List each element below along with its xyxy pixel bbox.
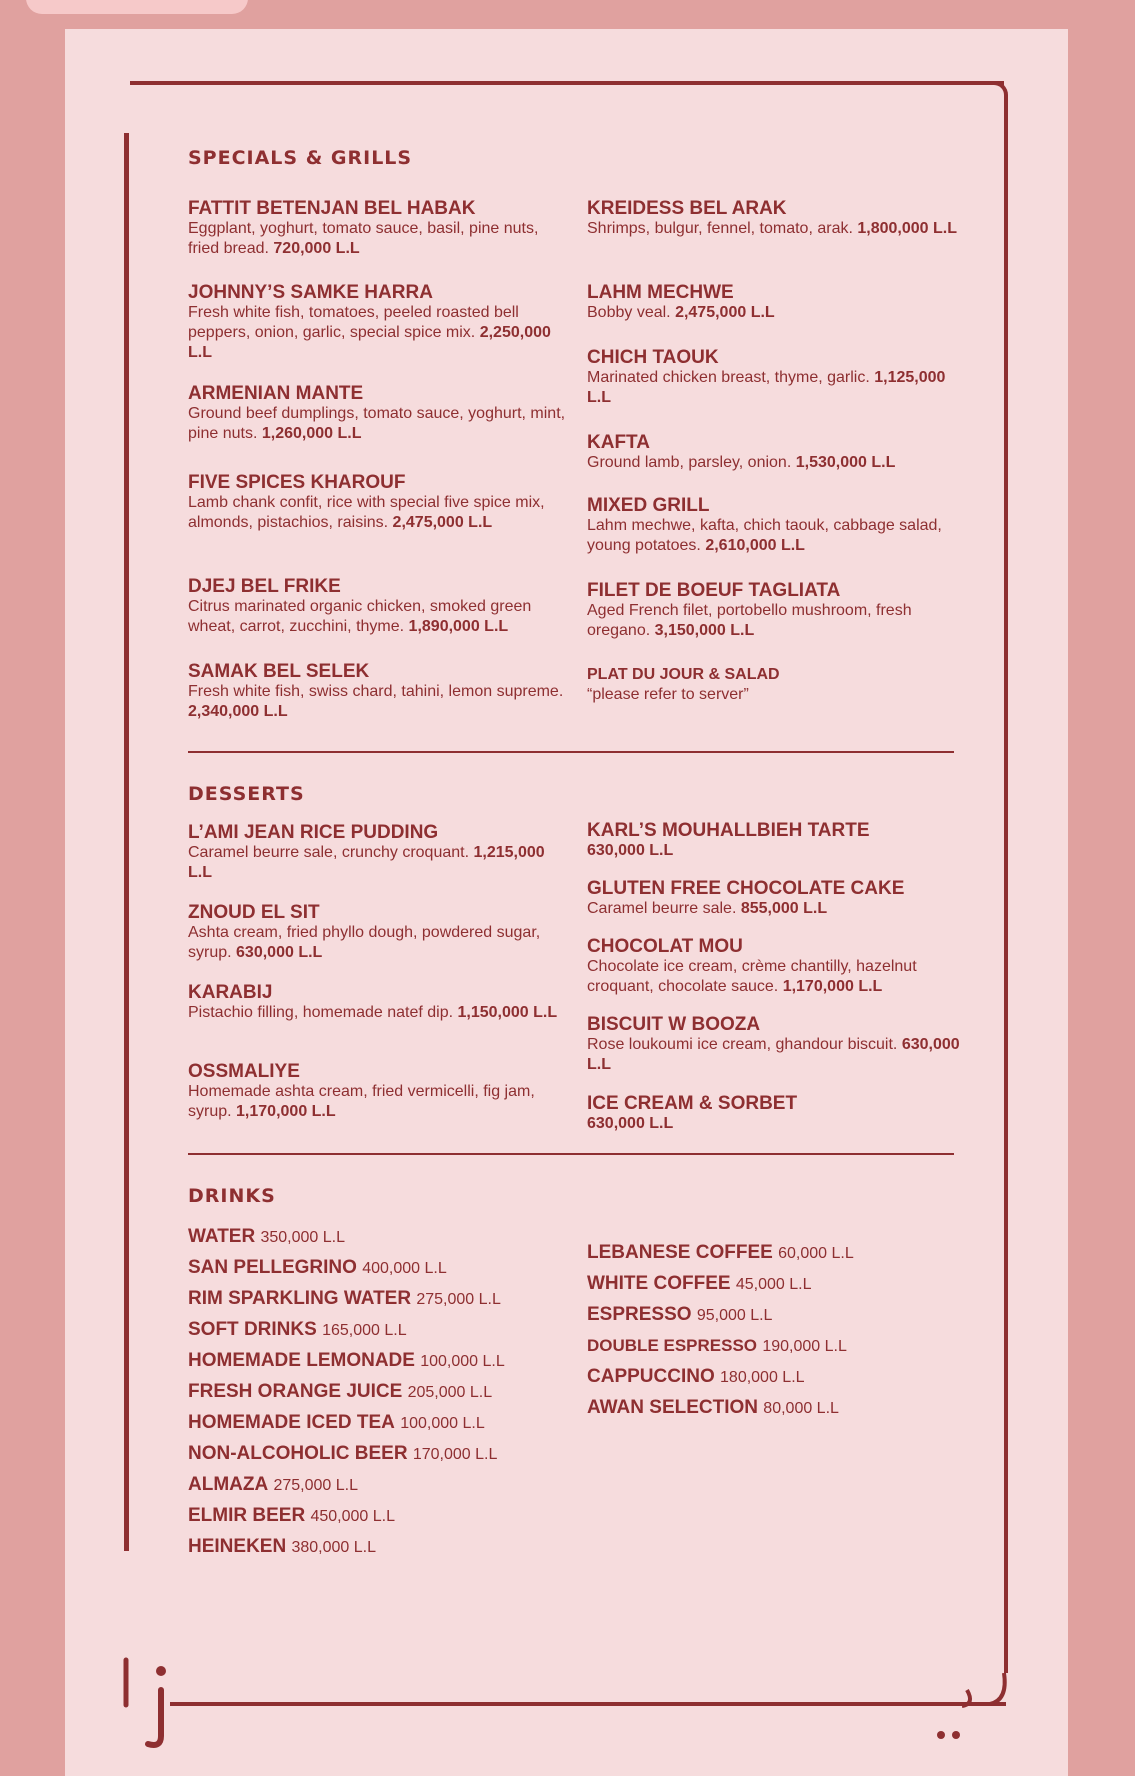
menu-item-description	[587, 841, 972, 861]
drink-name: WHITE COFFEE	[587, 1273, 731, 1294]
menu-item-name: FIVE SPICES KHAROUF	[188, 472, 406, 493]
menu-item-description	[188, 1082, 573, 1122]
drink-price: 45,000 L.L	[735, 1276, 812, 1293]
menu-item-desc-text: Marinated chicken breast, thyme, garlic.	[587, 369, 870, 386]
drink-price: 95,000 L.L	[696, 1307, 773, 1324]
menu-item	[587, 936, 972, 997]
menu-item-price: 1,215,000 L.L	[188, 844, 545, 881]
menu-item-desc-text: Eggplant, yoghurt, tomato sauce, basil, pine nuts, fried bread.	[188, 220, 539, 257]
menu-item-description	[587, 601, 972, 641]
drink-name: SAN PELLEGRINO	[188, 1257, 357, 1278]
menu-item-desc-text: Fresh white fish, tomatoes, peeled roasted bell peppers, onion, garlic, special spice mix.	[188, 304, 519, 341]
drink-item	[587, 1273, 811, 1296]
menu-item-name: FATTIT BETENJAN BEL HABAK	[188, 198, 476, 219]
menu-item-name: CHICH TAOUK	[587, 347, 719, 368]
menu-item-price: 630,000 L.L	[587, 1115, 674, 1132]
menu-item-name: KARABIJ	[188, 982, 273, 1003]
drink-name: HOMEMADE LEMONADE	[188, 1350, 415, 1371]
desserts-section-title: DESSERTS	[188, 783, 305, 805]
menu-item-name: BISCUIT W BOOZA	[587, 1014, 761, 1035]
menu-item-description	[188, 493, 573, 533]
menu-item-price: 2,610,000 L.L	[705, 537, 805, 554]
drink-item	[587, 1335, 847, 1358]
menu-item-name: ZNOUD EL SIT	[188, 902, 320, 923]
menu-item-desc-text: Ground beef dumplings, tomato sauce, yoghurt, mint, pine nuts.	[188, 405, 566, 442]
drink-name: HOMEMADE ICED TEA	[188, 1412, 395, 1433]
menu-item	[188, 1061, 573, 1122]
drink-price: 205,000 L.L	[407, 1384, 493, 1401]
menu-item-desc-text: Ground lamb, parsley, onion.	[587, 454, 792, 471]
drink-price: 400,000 L.L	[362, 1260, 447, 1277]
drink-name: SOFT DRINKS	[188, 1319, 317, 1340]
drink-item	[188, 1257, 447, 1280]
menu-item-name: CHOCOLAT MOU	[587, 936, 743, 957]
menu-item	[188, 383, 573, 444]
menu-item	[587, 580, 972, 641]
menu-item-name: PLAT DU JOUR & SALAD	[587, 666, 780, 683]
menu-item-name: LAHM MECHWE	[587, 282, 734, 303]
drink-price: 170,000 L.L	[412, 1446, 498, 1463]
menu-item-desc-text: Fresh white fish, swiss chard, tahini, lemon supreme.	[188, 683, 564, 700]
menu-item-price: 630,000 L.L	[587, 842, 674, 859]
menu-item-price: 630,000 L.L	[236, 944, 323, 961]
drink-name: DOUBLE ESPRESSO	[587, 1336, 758, 1355]
menu-item	[587, 664, 972, 705]
menu-item-name: KREIDESS BEL ARAK	[587, 198, 787, 219]
menu-item-name: GLUTEN FREE CHOCOLATE CAKE	[587, 878, 905, 899]
drink-name: AWAN SELECTION	[587, 1397, 759, 1418]
menu-item-desc-text: Caramel beurre sale.	[587, 900, 737, 917]
drink-price: 80,000 L.L	[763, 1400, 839, 1417]
drink-name: CAPPUCCINO	[587, 1366, 715, 1387]
menu-item-price: 720,000 L.L	[273, 240, 360, 257]
drink-item	[188, 1474, 358, 1497]
menu-item-description	[587, 685, 972, 705]
menu-item-price: 1,125,000 L.L	[587, 369, 946, 406]
menu-item-price: 1,800,000 L.L	[857, 220, 957, 237]
menu-item-price: 2,475,000 L.L	[675, 304, 775, 321]
drink-item	[188, 1505, 395, 1528]
drink-price: 100,000 L.L	[420, 1353, 505, 1370]
specials-section-title: SPECIALS & GRILLS	[188, 147, 413, 169]
menu-item-description	[587, 516, 972, 556]
menu-item	[188, 282, 573, 363]
drink-item	[587, 1304, 772, 1327]
menu-item-description	[587, 957, 972, 997]
menu-item-description	[188, 682, 573, 722]
menu-item-name: FILET DE BOEUF TAGLIATA	[587, 580, 841, 601]
menu-item	[587, 432, 972, 473]
menu-item-desc-text: Ashta cream, fried phyllo dough, powdered sugar, syrup.	[188, 924, 541, 961]
menu-item-desc-text: Pistachio filling, homemade natef dip.	[188, 1004, 454, 1021]
menu-item	[188, 902, 573, 963]
drink-price: 350,000 L.L	[260, 1229, 346, 1246]
drink-price: 100,000 L.L	[400, 1415, 485, 1432]
menu-item-desc-text: Homemade ashta cream, fried vermicelli, fig jam, syrup.	[188, 1083, 535, 1120]
drink-name: ALMAZA	[188, 1474, 269, 1495]
drink-item	[188, 1536, 376, 1559]
drink-price: 450,000 L.L	[310, 1508, 395, 1525]
drink-price: 165,000 L.L	[322, 1322, 407, 1339]
menu-item-price: 1,170,000 L.L	[782, 978, 883, 995]
menu-item-description	[188, 303, 573, 363]
menu-item-description	[188, 219, 573, 259]
drink-item	[188, 1319, 407, 1342]
drink-item	[587, 1397, 839, 1420]
drink-item	[587, 1366, 805, 1389]
menu-item-name: OSSMALIYE	[188, 1061, 300, 1082]
menu-item-description	[188, 923, 573, 963]
drink-price: 275,000 L.L	[273, 1477, 359, 1494]
menu-item-description	[587, 453, 972, 473]
drink-item	[188, 1443, 497, 1466]
menu-item	[188, 472, 573, 533]
menu-item-name: ICE CREAM & SORBET	[587, 1093, 798, 1114]
drink-name: HEINEKEN	[188, 1536, 287, 1557]
drink-price: 60,000 L.L	[778, 1245, 854, 1262]
menu-item	[188, 576, 573, 637]
menu-item-price: 855,000 L.L	[740, 900, 828, 917]
menu-item-description	[587, 219, 972, 239]
drink-price: 380,000 L.L	[291, 1539, 376, 1556]
menu-item-description	[188, 1003, 573, 1023]
menu-item-desc-text: Shrimps, bulgur, fennel, tomato, arak.	[587, 220, 853, 237]
drink-name: ESPRESSO	[587, 1304, 692, 1325]
menu-item-description	[587, 368, 972, 408]
drink-item	[188, 1288, 501, 1311]
menu-item-description	[587, 1114, 972, 1134]
drink-item	[188, 1412, 485, 1435]
menu-item	[587, 878, 972, 919]
drinks-section-title: DRINKS	[188, 1185, 276, 1207]
menu-item-description	[188, 597, 573, 637]
menu-item	[188, 198, 573, 259]
drink-name: ELMIR BEER	[188, 1505, 306, 1526]
menu-item-desc-text: “please refer to server”	[587, 686, 749, 703]
menu-item	[587, 1014, 972, 1075]
menu-item-desc-text: Lahm mechwe, kafta, chich taouk, cabbage salad, young potatoes.	[587, 517, 942, 554]
menu-item-price: 2,475,000 L.L	[392, 514, 493, 531]
drink-name: WATER	[188, 1226, 256, 1247]
menu-item-price: 2,340,000 L.L	[188, 703, 288, 720]
section-divider	[188, 1153, 954, 1155]
menu-item-name: JOHNNY’S SAMKE HARRA	[188, 282, 433, 303]
drink-name: RIM SPARKLING WATER	[188, 1288, 412, 1309]
menu-item	[587, 282, 972, 323]
menu-item	[188, 982, 573, 1023]
drink-item	[188, 1226, 345, 1249]
menu-item	[587, 198, 972, 239]
menu-item-desc-text: Chocolate ice cream, crème chantilly, hazelnut croquant, chocolate sauce.	[587, 958, 917, 995]
menu-item-price: 1,890,000 L.L	[408, 618, 509, 635]
drink-price: 180,000 L.L	[720, 1369, 805, 1386]
menu-item-description	[188, 843, 573, 883]
menu-item-price: 630,000 L.L	[587, 1036, 960, 1073]
menu-item-price: 1,260,000 L.L	[261, 425, 362, 442]
drink-name: LEBANESE COFFEE	[587, 1242, 773, 1263]
menu-item	[188, 822, 573, 883]
drink-item	[188, 1350, 505, 1373]
menu-item	[587, 820, 972, 861]
section-divider	[188, 751, 954, 753]
menu-item-description	[587, 1035, 972, 1075]
drink-price: 275,000 L.L	[416, 1291, 501, 1308]
menu-item-desc-text: Caramel beurre sale, crunchy croquant.	[188, 844, 470, 861]
menu-item-desc-text: Bobby veal.	[587, 304, 671, 321]
drink-item	[587, 1242, 854, 1265]
drink-name: NON-ALCOHOLIC BEER	[188, 1443, 408, 1464]
menu-item-price: 3,150,000 L.L	[654, 622, 755, 639]
menu-item	[188, 661, 573, 722]
menu-item-description	[587, 303, 972, 323]
menu-item-name: KAFTA	[587, 432, 650, 453]
menu-item	[587, 1093, 972, 1134]
menu-item-description	[188, 404, 573, 444]
menu-item-desc-text: Rose loukoumi ice cream, ghandour biscuit.	[587, 1036, 898, 1053]
menu-item-name: SAMAK BEL SELEK	[188, 661, 370, 682]
menu-item-price: 1,170,000 L.L	[236, 1103, 336, 1120]
menu-item-name: MIXED GRILL	[587, 495, 710, 516]
menu-item-desc-text: Aged French filet, portobello mushroom, fresh oregano.	[587, 602, 912, 639]
drink-name: FRESH ORANGE JUICE	[188, 1381, 403, 1402]
menu-item-desc-text: Citrus marinated organic chicken, smoked green wheat, carrot, zucchini, thyme.	[188, 598, 532, 635]
menu-item	[587, 495, 972, 556]
menu-item-description	[587, 899, 972, 919]
drink-item	[188, 1381, 492, 1404]
menu-item-name: ARMENIAN MANTE	[188, 383, 364, 404]
menu-item-desc-text: Lamb chank confit, rice with special five spice mix, almonds, pistachios, raisins.	[188, 494, 545, 531]
menu-item-price: 1,150,000 L.L	[457, 1004, 558, 1021]
menu-item	[587, 347, 972, 408]
menu-item-price: 2,250,000 L.L	[188, 324, 551, 361]
menu-item-price: 1,530,000 L.L	[795, 454, 896, 471]
drink-price: 190,000 L.L	[762, 1338, 847, 1355]
menu-item-name: L’AMI JEAN RICE PUDDING	[188, 822, 439, 843]
menu-item-name: KARL’S MOUHALLBIEH TARTE	[587, 820, 870, 841]
menu-item-name: DJEJ BEL FRIKE	[188, 576, 341, 597]
